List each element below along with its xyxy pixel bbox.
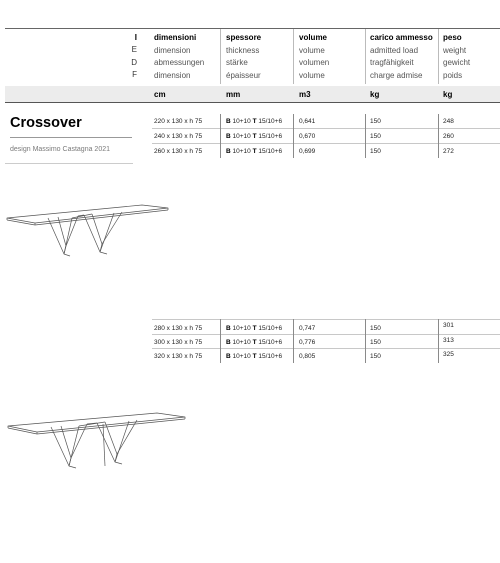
header-label: volumen xyxy=(299,58,330,67)
cell-thickness xyxy=(226,148,282,155)
cell-thickness xyxy=(226,353,282,360)
cell-volume: 0,805 xyxy=(299,353,316,360)
column-divider xyxy=(438,114,439,158)
label-top: T xyxy=(252,118,257,125)
table-sketch-large xyxy=(5,402,187,474)
header-divider xyxy=(438,29,439,84)
value-base: 10+10 xyxy=(232,118,251,125)
cell-weight: 325 xyxy=(443,351,454,358)
lang-code-de: D xyxy=(131,58,137,67)
cell-dimensions: 260 x 130 x h 75 xyxy=(154,148,203,155)
header-label: dimension xyxy=(154,70,191,80)
lang-code-it: I xyxy=(134,33,137,42)
cell-load: 150 xyxy=(370,118,381,125)
header-label: tragfähigkeit xyxy=(370,58,414,67)
column-divider xyxy=(220,114,221,158)
header-label: admitted load xyxy=(370,45,419,55)
cell-load: 150 xyxy=(370,325,381,332)
header-label: peso xyxy=(443,33,462,42)
header-label: charge admise xyxy=(370,70,423,80)
label-top: T xyxy=(252,148,257,155)
header-label: dimensioni xyxy=(154,33,197,42)
value-top: 15/10+6 xyxy=(258,133,283,140)
lang-code-en: E xyxy=(131,45,137,54)
header-label: abmessungen xyxy=(154,58,205,67)
unit-weight: kg xyxy=(443,90,453,99)
cell-dimensions: 220 x 130 x h 75 xyxy=(154,118,203,125)
header-col-volume xyxy=(299,32,329,82)
header-label: spessore xyxy=(226,33,262,42)
column-divider xyxy=(365,319,366,363)
column-divider xyxy=(438,319,439,363)
product-credit-rule xyxy=(5,163,133,164)
header-divider xyxy=(293,29,294,84)
cell-weight: 313 xyxy=(443,337,454,344)
header-label: volume xyxy=(299,45,325,55)
cell-volume: 0,699 xyxy=(299,148,316,155)
header-col-dimensions xyxy=(154,32,204,82)
cell-weight: 248 xyxy=(443,118,454,125)
cell-dimensions: 320 x 130 x h 75 xyxy=(154,353,203,360)
header-label: stärke xyxy=(226,58,248,67)
label-base: B xyxy=(226,133,231,140)
header-label: dimension xyxy=(154,45,191,55)
value-top: 15/10+6 xyxy=(258,353,283,360)
value-top: 15/10+6 xyxy=(258,325,283,332)
header-label: épaisseur xyxy=(226,70,261,80)
tabletop-shape xyxy=(7,205,168,223)
value-base: 10+10 xyxy=(232,148,251,155)
unit-thickness: mm xyxy=(226,90,241,99)
value-base: 10+10 xyxy=(232,339,251,346)
product-rule xyxy=(10,137,132,138)
value-base: 10+10 xyxy=(232,133,251,140)
unit-load: kg xyxy=(370,90,380,99)
row-rule xyxy=(152,128,500,129)
row-rule xyxy=(152,143,500,144)
designer-credit: design Massimo Castagna 2021 xyxy=(10,146,111,153)
lang-code-fr: F xyxy=(132,70,137,79)
product-name: Crossover xyxy=(10,115,82,131)
header-col-weight xyxy=(443,32,470,82)
header-divider xyxy=(220,29,221,84)
column-divider xyxy=(293,319,294,363)
header-top-rule xyxy=(5,28,500,29)
label-base: B xyxy=(226,118,231,125)
label-top: T xyxy=(252,339,257,346)
cell-weight: 301 xyxy=(443,322,454,329)
header-label: gewicht xyxy=(443,58,471,67)
cell-volume: 0,641 xyxy=(299,118,316,125)
label-top: T xyxy=(252,325,257,332)
units-bottom-rule xyxy=(5,102,500,103)
cell-dimensions: 240 x 130 x h 75 xyxy=(154,133,203,140)
table-sketch-small xyxy=(4,196,170,266)
header-label: thickness xyxy=(226,45,260,55)
label-base: B xyxy=(226,339,231,346)
label-base: B xyxy=(226,148,231,155)
label-top: T xyxy=(252,133,257,140)
column-divider xyxy=(220,319,221,363)
cell-weight: 260 xyxy=(443,133,454,140)
table-top-rule xyxy=(152,319,500,320)
header-col-thickness xyxy=(226,32,261,82)
cell-load: 150 xyxy=(370,353,381,360)
value-top: 15/10+6 xyxy=(258,118,283,125)
column-divider xyxy=(293,114,294,158)
units-band xyxy=(5,86,500,102)
value-base: 10+10 xyxy=(232,353,251,360)
value-top: 15/10+6 xyxy=(258,148,283,155)
cell-load: 150 xyxy=(370,133,381,140)
value-base: 10+10 xyxy=(232,325,251,332)
header-label: poids xyxy=(443,70,463,80)
cell-volume: 0,670 xyxy=(299,133,316,140)
header-col-load xyxy=(370,32,433,82)
cell-dimensions: 300 x 130 x h 75 xyxy=(154,339,203,346)
header-divider xyxy=(365,29,366,84)
cell-load: 150 xyxy=(370,148,381,155)
cell-load: 150 xyxy=(370,339,381,346)
value-top: 15/10+6 xyxy=(258,339,283,346)
cell-volume: 0,747 xyxy=(299,325,316,332)
unit-dimensions: cm xyxy=(154,90,166,99)
row-rule xyxy=(152,334,500,335)
column-divider xyxy=(365,114,366,158)
label-top: T xyxy=(252,353,257,360)
cell-thickness xyxy=(226,133,282,140)
header-label: weight xyxy=(443,45,467,55)
label-base: B xyxy=(226,353,231,360)
header-label: volume xyxy=(299,33,328,42)
cell-thickness xyxy=(226,118,282,125)
cell-weight: 272 xyxy=(443,148,454,155)
header-label: volume xyxy=(299,70,325,80)
tabletop-shape xyxy=(8,413,185,432)
row-rule xyxy=(152,348,500,349)
cell-thickness xyxy=(226,339,282,346)
cell-volume: 0,776 xyxy=(299,339,316,346)
cell-thickness xyxy=(226,325,282,332)
cell-dimensions: 280 x 130 x h 75 xyxy=(154,325,203,332)
unit-volume: m3 xyxy=(299,90,311,99)
header-label: carico ammesso xyxy=(370,33,433,42)
label-base: B xyxy=(226,325,231,332)
